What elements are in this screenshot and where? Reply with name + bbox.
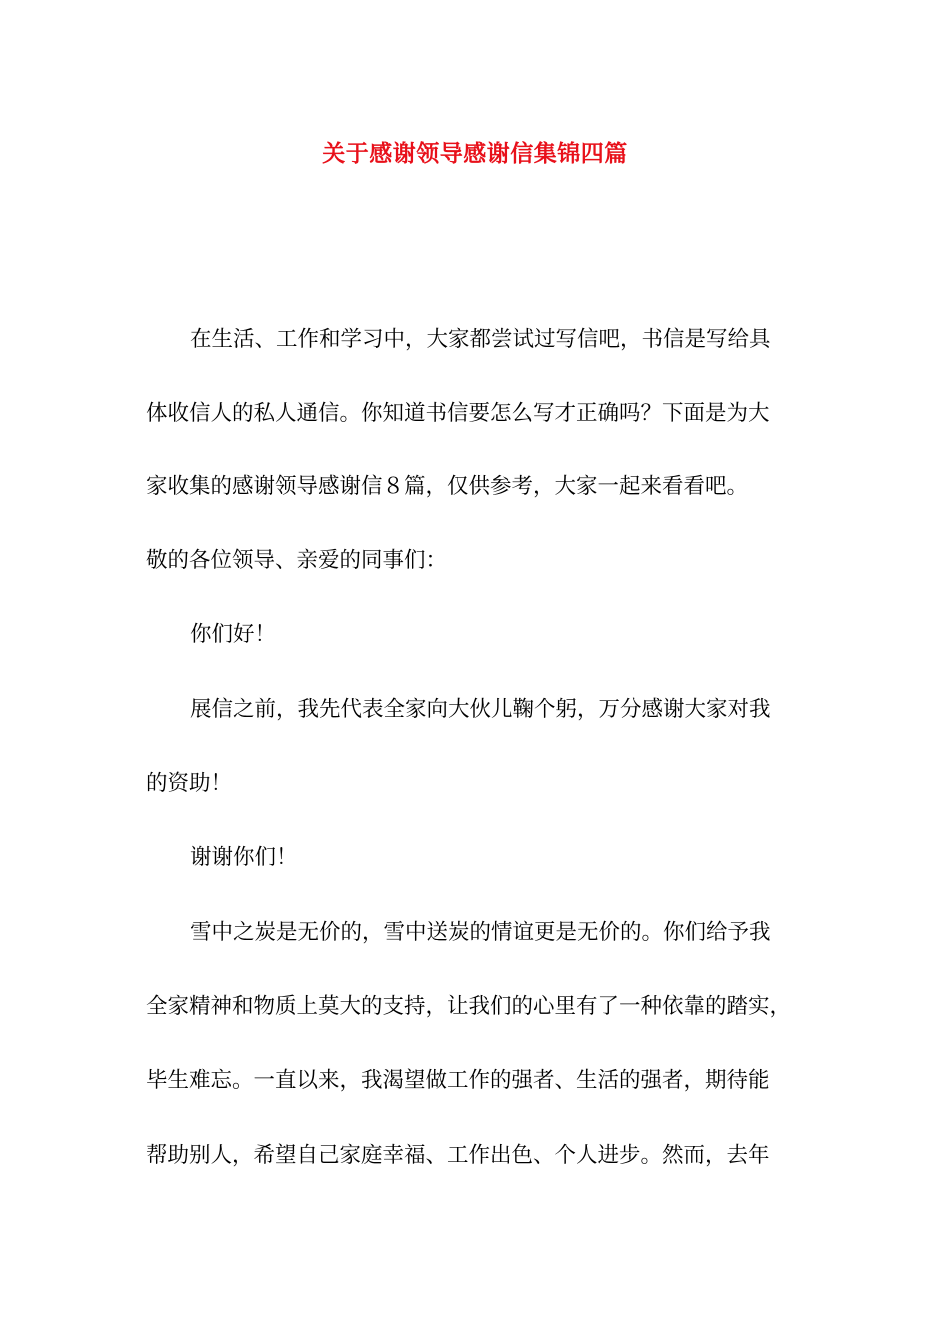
paragraph-line: 敬的各位领导、亲爱的同事们： <box>146 548 448 573</box>
paragraph-line: 体收信人的私人通信。你知道书信要怎么写才正确吗？下面是为大 <box>146 401 770 426</box>
document-title: 关于感谢领导感谢信集锦四篇 <box>322 141 628 167</box>
paragraph-line: 全家精神和物质上莫大的支持，让我们的心里有了一种依靠的踏实， <box>146 994 792 1019</box>
paragraph-line: 毕生难忘。一直以来，我渴望做工作的强者、生活的强者，期待能 <box>146 1068 770 1093</box>
paragraph-line: 展信之前，我先代表全家向大伙儿鞠个躬，万分感谢大家对我 <box>190 697 771 722</box>
paragraph-line: 帮助别人，希望自己家庭幸福、工作出色、个人进步。然而，去年 <box>146 1143 770 1168</box>
paragraph-line: 雪中之炭是无价的，雪中送炭的情谊更是无价的。你们给予我 <box>190 920 771 945</box>
paragraph-line: 的资助！ <box>146 771 233 796</box>
paragraph-line: 家收集的感谢领导感谢信８篇，仅供参考，大家一起来看看吧。 <box>146 474 749 499</box>
paragraph-line: 在生活、工作和学习中，大家都尝试过写信吧，书信是写给具 <box>190 327 771 352</box>
paragraph-line: 你们好！ <box>190 622 277 647</box>
paragraph-line: 谢谢你们！ <box>190 845 298 870</box>
